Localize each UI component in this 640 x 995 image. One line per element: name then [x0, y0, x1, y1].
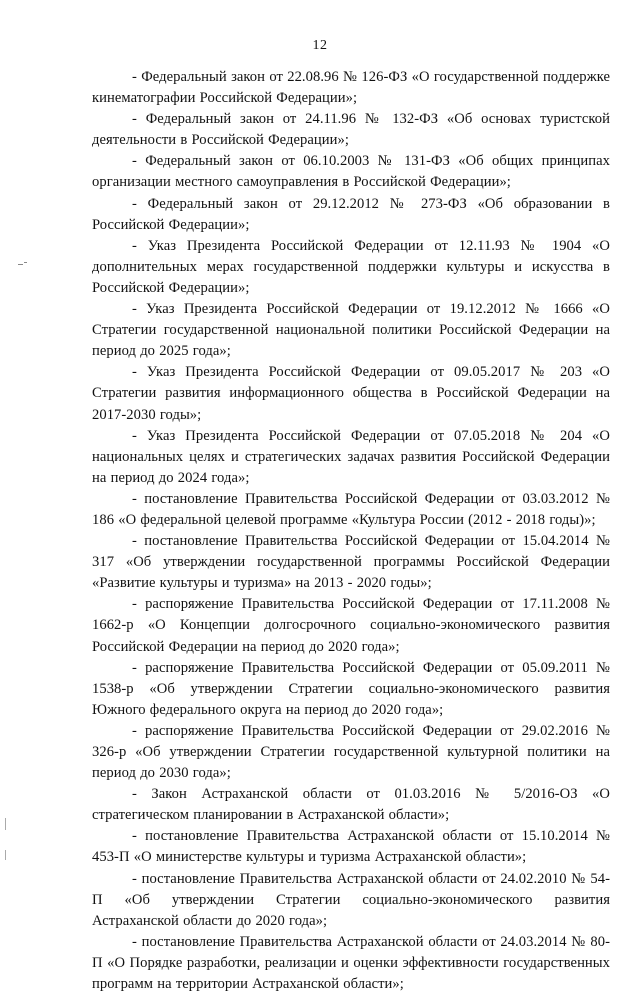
page-number: 12: [312, 38, 328, 53]
list-item: - постановление Правительства Астраханской области от 24.03.2014 № 80-П «О Порядке разработки, реализации и оценки эффективности государственных программ на территории Астраханской области»;: [92, 933, 610, 993]
list-item: - Закон Астраханской области от 01.03.2016 № 5/2016-ОЗ «О стратегическом планировании в Астраханской области»;: [92, 786, 610, 824]
list-item: - Федеральный закон от 29.12.2012 № 273-ФЗ «Об образовании в Российской Федерации»;: [92, 195, 610, 233]
list-item: - Указ Президента Российской Федерации от 12.11.93 № 1904 «О дополнительных мерах государственной поддержки культуры и искусства в Российской Федерации»;: [92, 237, 610, 296]
list-item: - распоряжение Правительства Российской Федерации от 05.09.2011 № 1538-р «Об утверждении Стратегии социально-экономического развития Южного федерального округа на период до 2020 года»;: [92, 659, 610, 718]
list-item: - распоряжение Правительства Российской Федерации от 17.11.2008 № 1662-р «О Концепции долгосрочного социально-экономического развития Российской Федерации на период до 2020 года»;: [92, 596, 610, 655]
list-item: - постановление Правительства Российской Федерации от 15.04.2014 № 317 «Об утверждении государственной программы Российской Федерации «Развитие культуры и туризма» на 2013 - 2020 годы»;: [92, 533, 610, 592]
list-item: - постановление Правительства Астраханской области от 15.10.2014 № 453-П «О министерстве культуры и туризма Астраханской области»;: [92, 828, 610, 866]
list-item: - Указ Президента Российской Федерации от 09.05.2017 № 203 «О Стратегии развития информационного общества в Российской Федерации на 2017-2030 годы»;: [92, 364, 610, 423]
scan-artifact: [18, 264, 23, 265]
list-item: - постановление Правительства Астраханской области от 24.02.2010 № 54-П «Об утверждении Стратегии социально-экономического развития Астраханской области до 2020 года»;: [92, 870, 610, 929]
list-item: - Указ Президента Российской Федерации от 07.05.2018 № 204 «О национальных целях и стратегических задачах развития Российской Федерации на период до 2024 года»;: [92, 427, 610, 486]
list-item: - Федеральный закон от 06.10.2003 № 131-ФЗ «Об общих принципах организации местного самоуправления в Российской Федерации»;: [92, 153, 610, 191]
scan-artifact: [5, 818, 6, 830]
list-item: - Федеральный закон от 22.08.96 № 126-ФЗ «О государственной поддержке кинематографии Российской Федерации»;: [92, 69, 610, 107]
legal-acts-list: [92, 67, 610, 995]
list-item: - Указ Президента Российской Федерации от 19.12.2012 № 1666 «О Стратегии государственной национальной политики Российской Федерации на период до 2025 года»;: [92, 301, 610, 360]
scan-artifact: [5, 850, 6, 860]
list-item: - постановление Правительства Российской Федерации от 03.03.2012 № 186 «О федеральной целевой программе «Культура России (2012 - 2018 годы)»;: [92, 490, 610, 528]
list-item: - Федеральный закон от 24.11.96 № 132-ФЗ «Об основах туристской деятельности в Российской Федерации»;: [92, 111, 610, 149]
scan-artifact: [24, 262, 27, 263]
list-item: - распоряжение Правительства Российской Федерации от 29.02.2016 № 326-р «Об утверждении Стратегии государственной культурной политики на период до 2030 года»;: [92, 722, 610, 782]
